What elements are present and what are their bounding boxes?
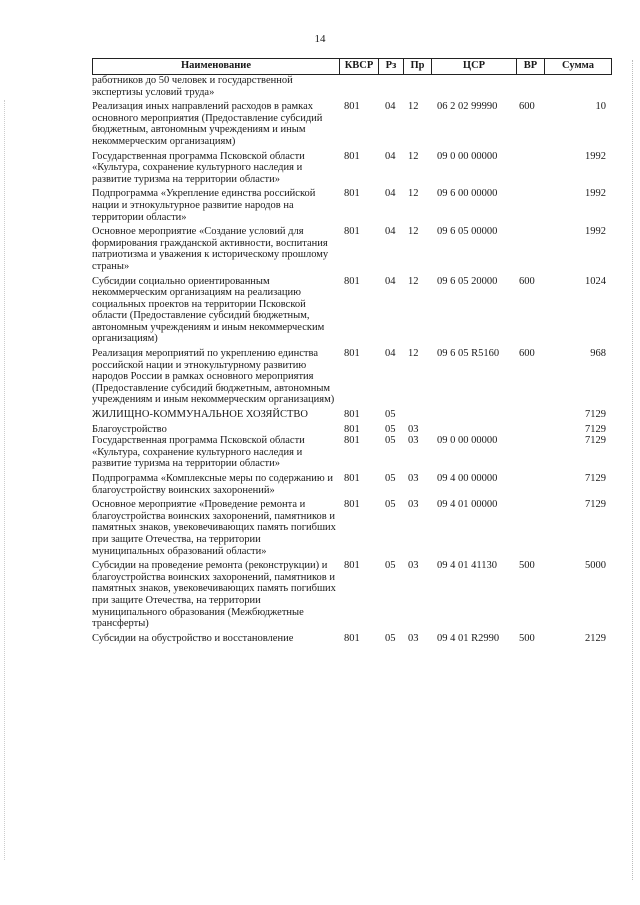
row-name: Государственная программа Псковской области «Культура, сохранение культурного наследия и развитие туризма на территории области» [92,150,305,185]
row-csr: 09 6 00 00000 [437,188,498,200]
row-kvsr: 801 [344,348,360,360]
row-sum: 968 [590,348,606,360]
row-pr: 12 [408,275,419,287]
row-csr: 09 6 05 R5160 [437,348,500,360]
row-name: Реализация мероприятий по укреплению единства российской нации и этнокультурному развитию народов России в рамках основного мероприятия (Предоставление субсидий бюджетным, автономным учреждениям и иным некоммерческим организациям) [92,348,335,406]
row-csr: 09 4 00 00000 [437,473,498,484]
row-kvsr: 801 [344,435,360,447]
row-pr: 12 [408,226,419,238]
row-name: Благоустройство [92,423,167,435]
row-vr: 500 [519,632,535,644]
row-pr: 12 [408,150,419,162]
row-pr: 03 [408,423,419,435]
row-rz: 05 [385,473,396,484]
table-row [92,499,612,557]
row-csr: 09 0 00 00000 [437,150,498,162]
table-row [92,226,612,272]
table-header [92,58,612,75]
table-row [92,151,612,186]
row-csr: 09 6 05 00000 [437,226,498,238]
row-pr: 03 [408,473,419,484]
table-row [92,276,612,346]
row-vr: 600 [519,275,535,287]
table-row [92,473,612,496]
row-name: Подпрограмма «Комплексные меры по содержанию и благоустройству воинских захоронений» [92,473,333,496]
row-rz: 04 [385,101,396,113]
header-pr: Пр [410,60,425,71]
row-rz: 05 [385,632,396,644]
row-sum: 1024 [585,275,606,287]
table-row [92,101,612,147]
row-csr: 06 2 02 99990 [437,101,498,113]
row-kvsr: 801 [344,101,360,113]
row-pr: 03 [408,435,419,447]
row-sum: 7129 [585,435,606,447]
row-name: Основное мероприятие «Проведение ремонта и благоустройства воинских захоронений, памятников и памятных знаков, увековечивающих память погибших при защите Отечества, на территории муниципальных образований области» [92,499,336,557]
row-sum: 5000 [585,560,606,572]
row-name: работников до 50 человек и государственной экспертизы условий труда» [92,75,293,98]
header-name: Наименование [181,60,251,71]
row-pr: 12 [408,188,419,200]
row-csr: 09 0 00 00000 [437,435,498,447]
header-csr: ЦСР [462,60,486,71]
row-sum: 1992 [585,188,606,200]
table-row [92,188,612,223]
row-kvsr: 801 [344,188,360,200]
row-kvsr: 801 [344,499,360,511]
table-row [92,560,612,630]
row-kvsr: 801 [344,632,360,644]
row-rz: 05 [385,435,396,447]
row-rz: 04 [385,275,396,287]
header-kvsr: КВСР [344,60,374,71]
table-body [92,75,612,644]
row-pr: 12 [408,101,419,113]
row-sum: 7129 [585,499,606,511]
table-row [92,348,612,406]
row-name: ЖИЛИЩНО-КОММУНАЛЬНОЕ ХОЗЯЙСТВО [92,409,308,421]
row-kvsr: 801 [344,423,360,435]
row-rz: 04 [385,188,396,200]
scan-margin-right [632,60,634,880]
row-sum: 7129 [585,409,606,421]
row-sum: 10 [595,101,606,113]
row-pr: 03 [408,499,419,511]
row-name: Подпрограмма «Укрепление единства российской нации и этнокультурное развитие народов на территории области» [92,188,316,223]
row-kvsr: 801 [344,473,360,484]
row-csr: 09 4 01 R2990 [437,632,500,644]
row-vr: 600 [519,101,535,113]
row-name: Субсидии социально ориентированным некоммерческим организациям на реализацию социальных проектов на территории Псковской области (Предоставление субсидий бюджетным, автономным учреждениям и иным некоммерческим организациям) [92,275,325,345]
table-row [92,409,612,421]
row-csr: 09 4 01 41130 [437,560,497,572]
table-row [92,633,612,645]
row-rz: 04 [385,348,396,360]
row-kvsr: 801 [344,150,360,162]
row-kvsr: 801 [344,275,360,287]
table-row [92,435,612,470]
row-name: Реализация иных направлений расходов в рамках основного мероприятия (Предоставление субсидий бюджетным, автономным учреждениям и иным некоммерческим организациям) [92,101,323,147]
row-name: Государственная программа Псковской области «Культура, сохранение культурного наследия и развитие туризма на территории области» [92,435,305,470]
page-number: 14 [314,33,326,45]
row-sum: 7129 [585,473,606,484]
row-rz: 05 [385,499,396,511]
row-pr: 12 [408,348,419,360]
header-sum: Сумма [562,60,594,71]
row-rz: 04 [385,226,396,238]
row-vr: 600 [519,348,535,360]
row-pr: 03 [408,632,419,644]
row-rz: 04 [385,150,396,162]
row-sum: 7129 [585,423,606,435]
row-rz: 05 [385,560,396,572]
row-sum: 2129 [585,632,606,644]
row-sum: 1992 [585,150,606,162]
row-rz: 05 [385,423,396,435]
row-rz: 05 [385,409,396,421]
row-name: Субсидии на проведение ремонта (реконструкции) и благоустройства воинских захоронений, памятников и памятных знаков, увековечивающих память погибших при защите Отечества, на территории муниципального образования (Межбюджетные трансферты) [92,560,336,630]
row-sum: 1992 [585,226,606,238]
row-kvsr: 801 [344,560,360,572]
header-vr: ВР [523,60,538,71]
table-row [92,424,612,436]
table-row [92,75,612,98]
row-name: Субсидии на обустройство и восстановление [92,632,294,644]
row-kvsr: 801 [344,226,360,238]
row-pr: 03 [408,560,419,572]
row-vr: 500 [519,560,535,572]
row-csr: 09 6 05 20000 [437,275,498,287]
row-csr: 09 4 01 00000 [437,499,498,511]
budget-table [92,58,612,644]
row-kvsr: 801 [344,409,360,421]
scan-margin-left [4,100,6,860]
row-name: Основное мероприятие «Создание условий для формирования гражданской активности, воспитания патриотизма и уважения к историческому прошлому страны» [92,226,329,272]
header-rz: Рз [385,60,397,71]
